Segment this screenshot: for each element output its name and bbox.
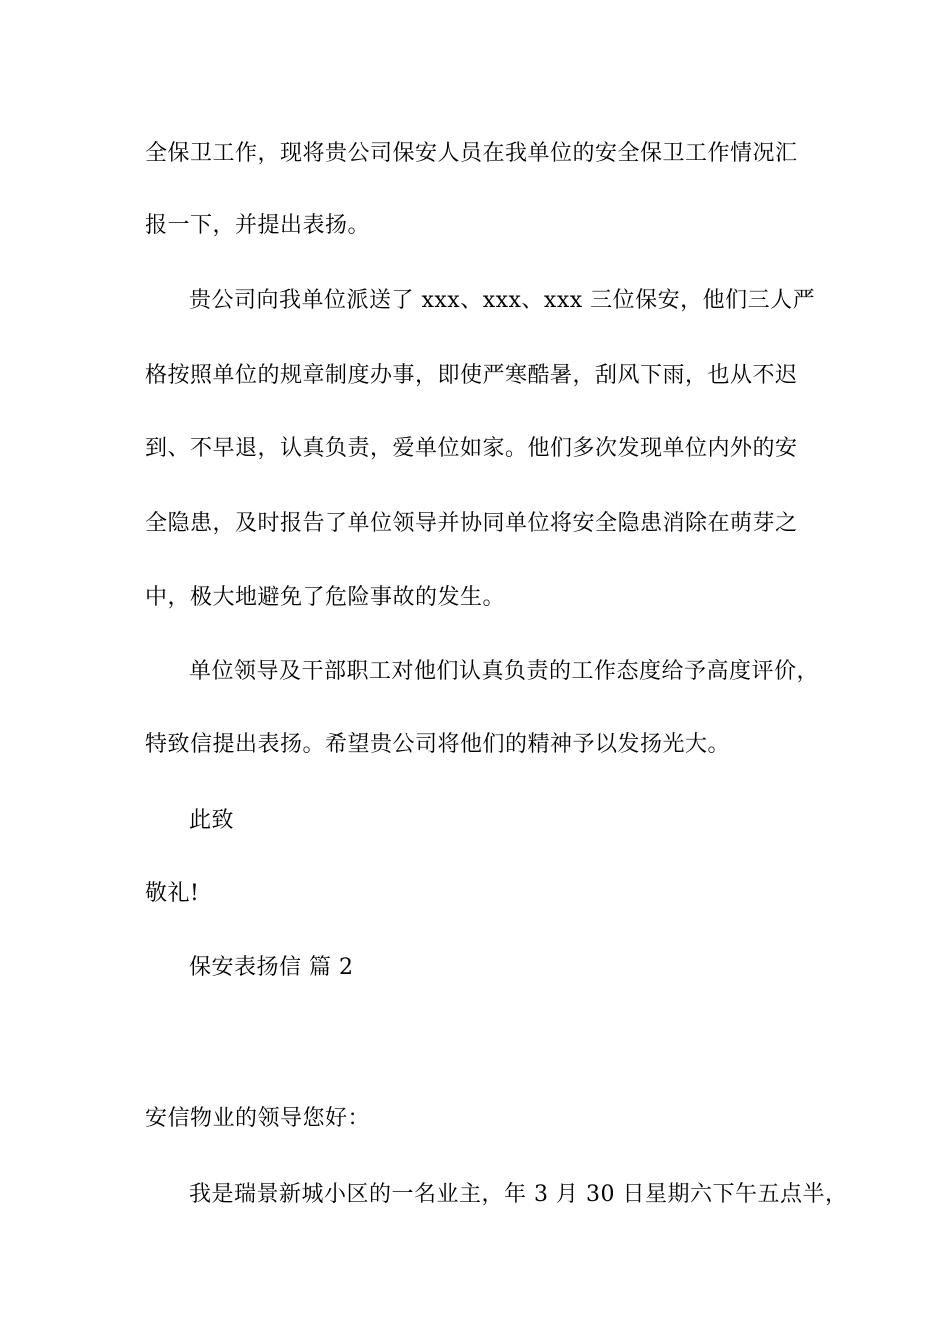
paragraph-line: 到、不早退，认真负责，爱单位如家。他们多次发现单位内外的安 [145,436,798,461]
paragraph-line: 单位领导及干部职工对他们认真负责的工作态度给予高度评价， [189,659,820,684]
paragraph-line: 报一下，并提出表扬。 [145,213,371,238]
letter-greeting: 安信物业的领导您好： [145,1106,371,1131]
paragraph-line: 贵公司向我单位派送了 xxx、xxx、xxx 三位保安，他们三人严 [189,288,816,313]
paragraph-line: 格按照单位的规章制度办事，即使严寒酷暑，刮风下雨，也从不迟 [145,363,798,388]
paragraph-line: 中，极大地避免了危险事故的发生。 [145,585,506,610]
closing-salutation: 此致 [189,808,235,833]
paragraph-line: 特致信提出表扬。希望贵公司将他们的精神予以发扬光大。 [145,732,731,757]
section-heading: 保安表扬信 篇 2 [189,955,354,980]
paragraph-line: 全隐患，及时报告了单位领导并协同单位将安全隐患消除在萌芽之 [145,511,798,536]
closing-regards: 敬礼! [145,881,200,906]
paragraph-line: 全保卫工作，现将贵公司保安人员在我单位的安全保卫工作情况汇 [145,141,798,166]
paragraph-line: 我是瑞景新城小区的一名业主，年 3 月 30 日星期六下午五点半， [189,1182,848,1207]
